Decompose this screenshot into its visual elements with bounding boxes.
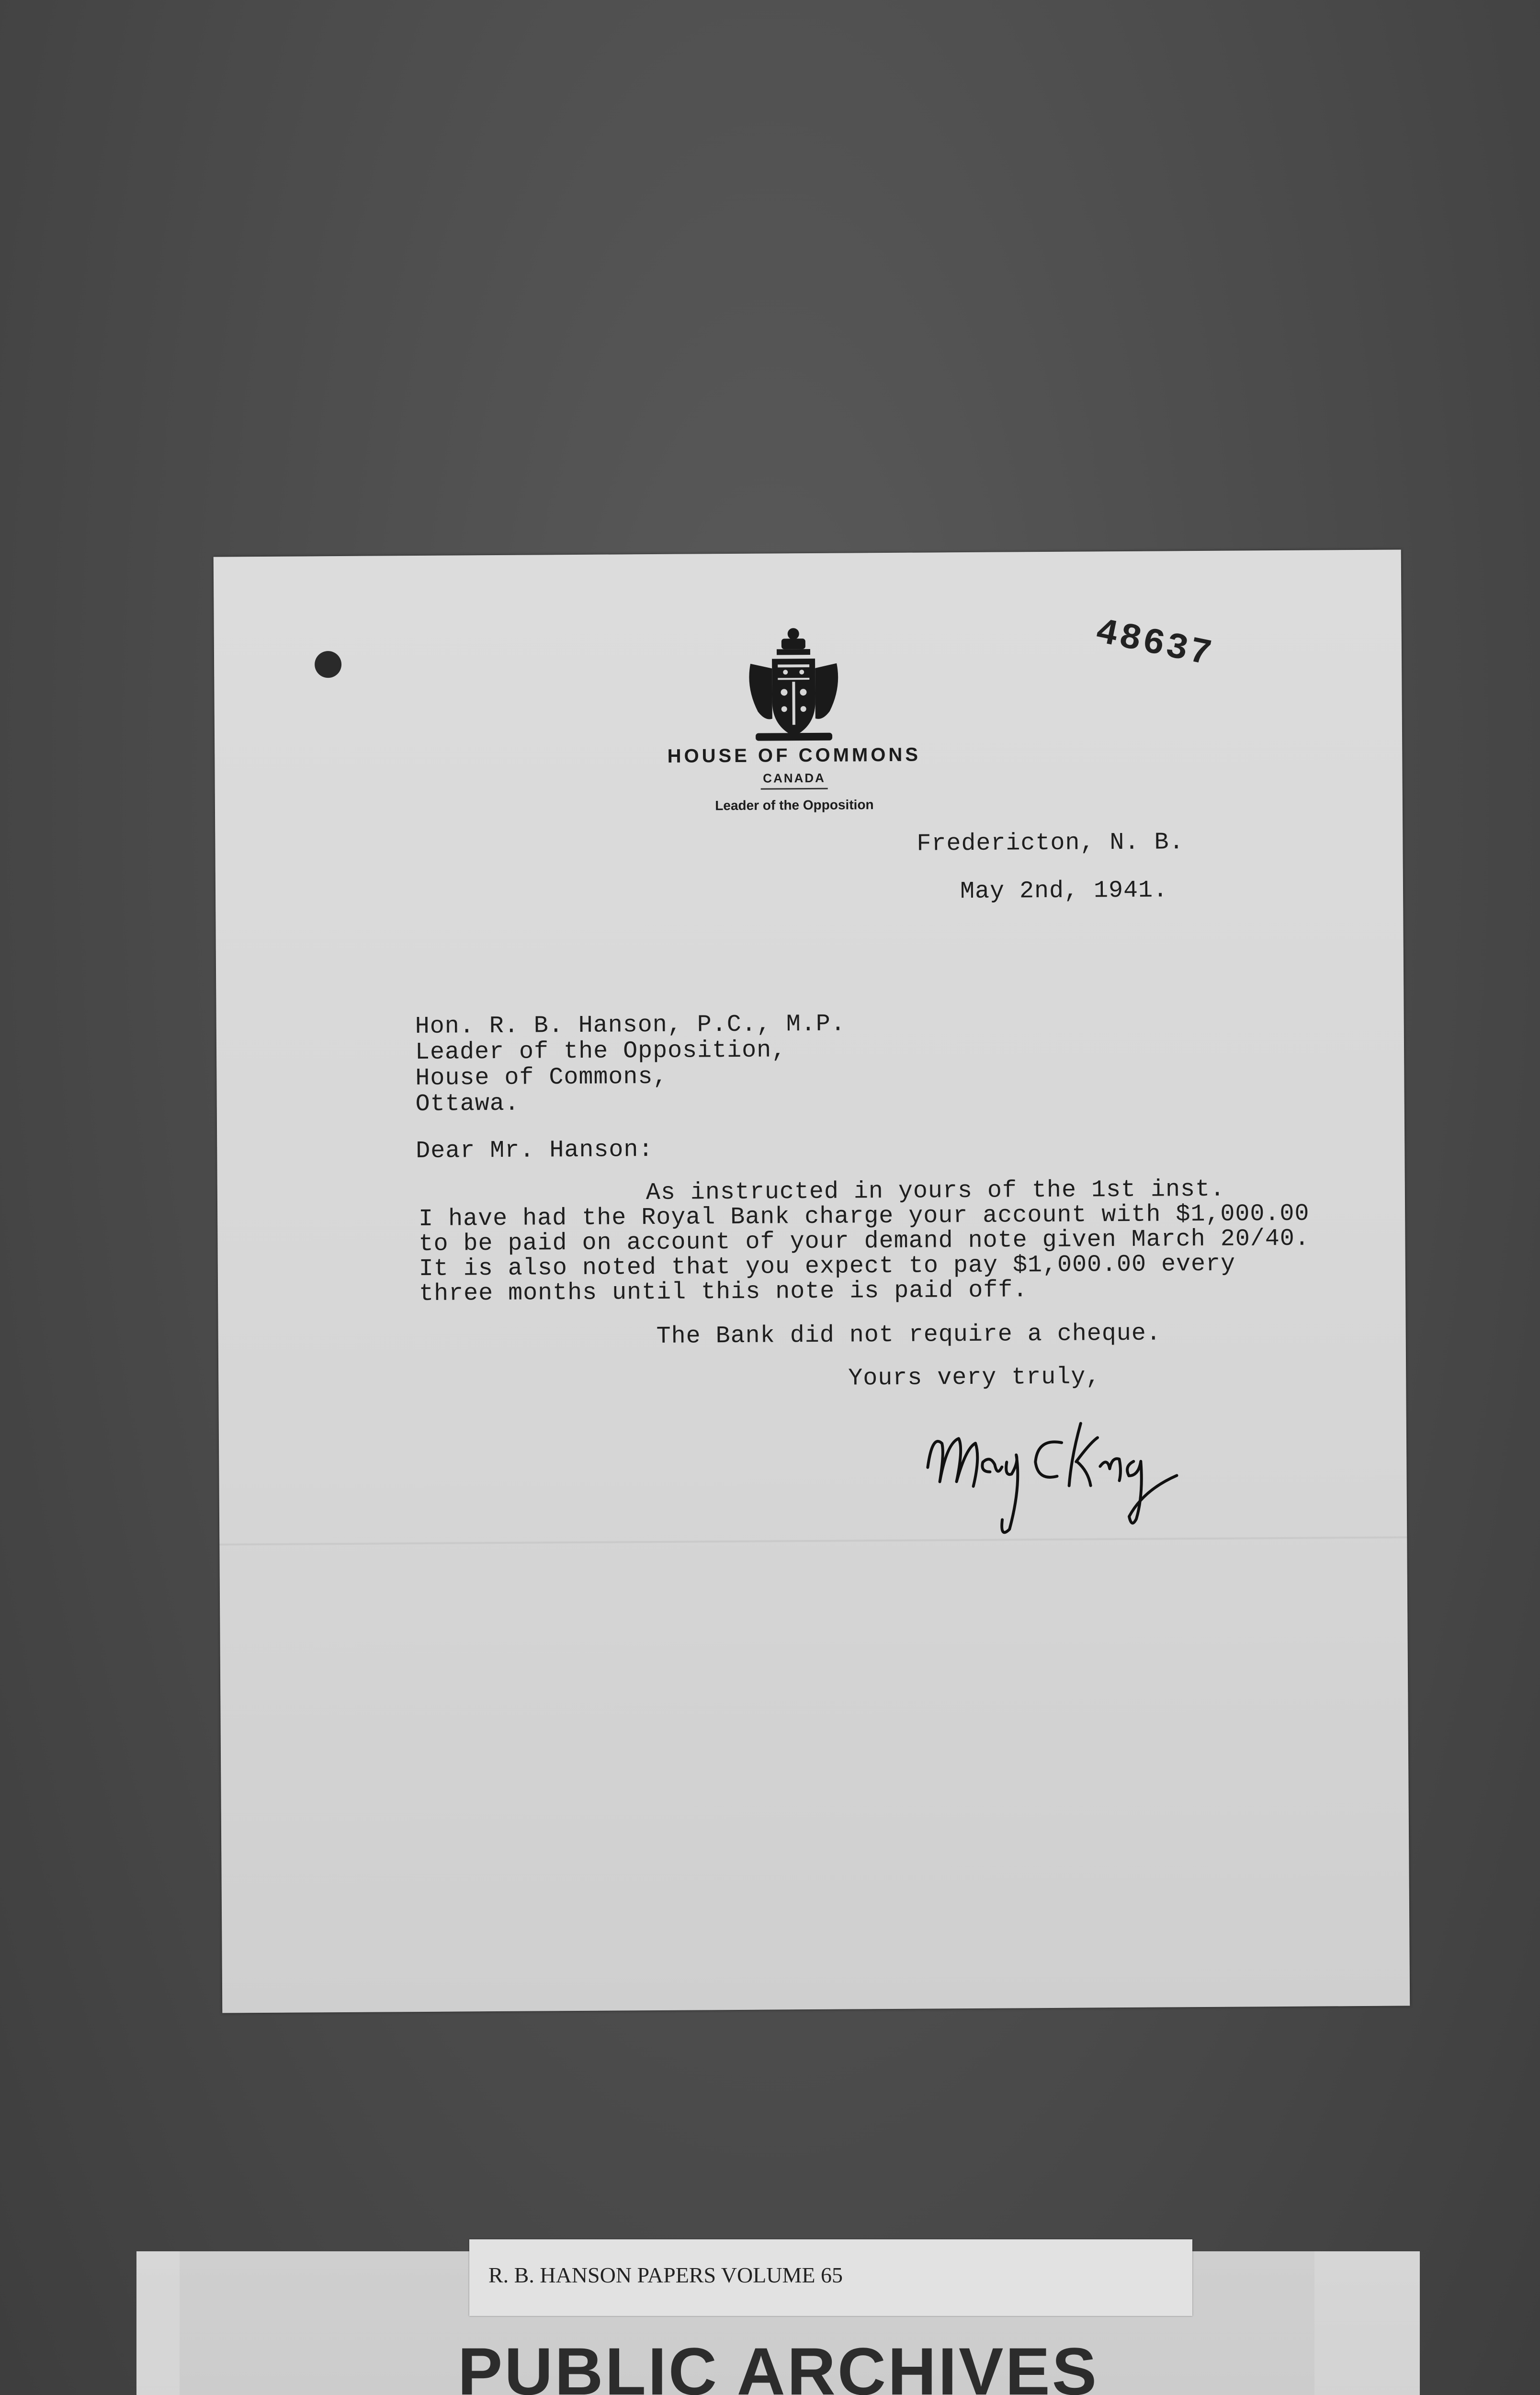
address-line: Ottawa. (415, 1090, 520, 1118)
punch-hole (315, 651, 341, 678)
archive-label-line-1: PUBLIC ARCHIVES (457, 2334, 1099, 2395)
signature (918, 1413, 1187, 1539)
note-line: The Bank did not require a cheque. (656, 1320, 1162, 1350)
letterhead-office: Leader of the Opposition (715, 797, 874, 813)
archive-slip (469, 2239, 1192, 2316)
address-line: House of Commons, (415, 1063, 668, 1093)
address-line: Leader of the Opposition, (415, 1037, 787, 1067)
body-line: It is also noted that you expect to pay $1,000.00 every (419, 1250, 1236, 1283)
date-line: May 2nd, 1941. (960, 877, 1168, 906)
body-line: three months until this note is paid off. (419, 1277, 1028, 1308)
coat-of-arms-icon (743, 625, 845, 745)
letterhead-title: HOUSE OF COMMONS (667, 744, 921, 767)
body-line: to be paid on account of your demand note given March 20/40. (419, 1225, 1310, 1258)
fold-line (219, 1536, 1407, 1545)
letterhead-rule (761, 788, 828, 790)
archive-slip-text: R. B. HANSON PAPERS VOLUME 65 (488, 2263, 843, 2287)
closing-line: Yours very truly, (848, 1363, 1101, 1392)
address-line: Hon. R. B. Hanson, P.C., M.P. (415, 1010, 846, 1041)
letter-sheet (214, 549, 1410, 2013)
body-line: As instructed in yours of the 1st inst. (645, 1175, 1225, 1207)
place-line: Fredericton, N. B. (917, 829, 1184, 858)
body-line: I have had the Royal Bank charge your account with $1,000.00 (419, 1200, 1310, 1233)
document-number-stamp: 48637 (1092, 611, 1217, 676)
letterhead-subtitle: CANADA (763, 770, 826, 786)
salutation: Dear Mr. Hanson: (416, 1136, 654, 1165)
